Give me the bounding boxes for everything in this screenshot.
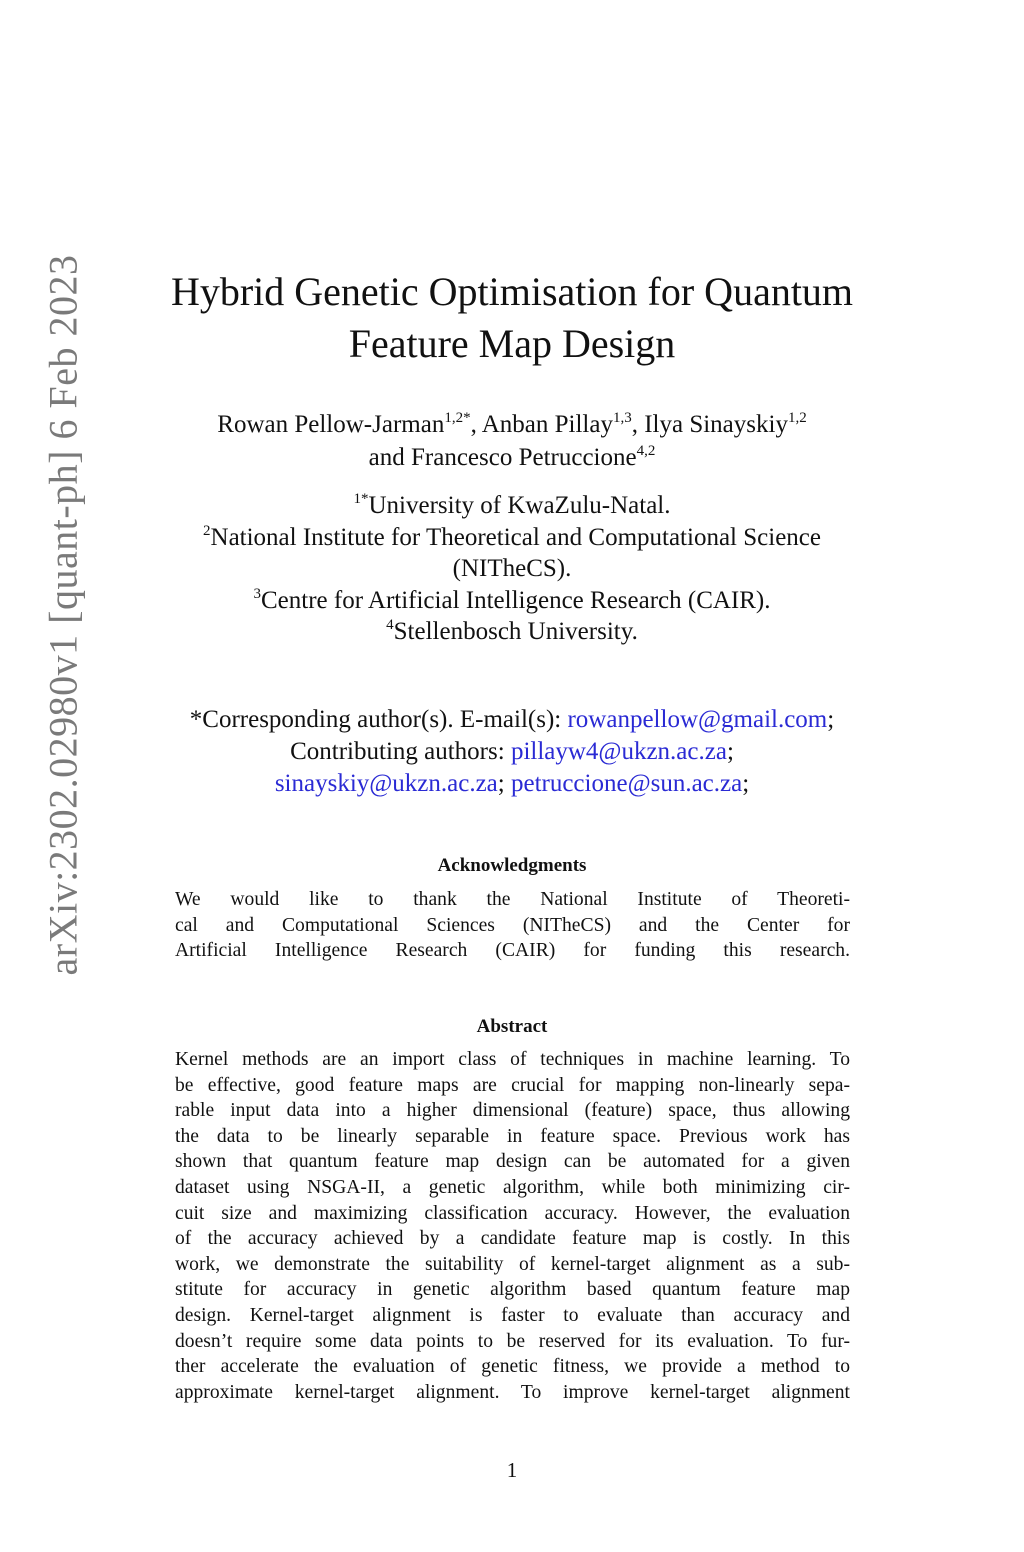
- abstract-body: [175, 1047, 850, 1405]
- text-line: rable input data into a higher dimensional (feature) space, thus allowing: [175, 1100, 850, 1122]
- title-line-2: Feature Map Design: [348, 321, 676, 366]
- corresponding-label: *Corresponding author(s). E-mail(s):: [189, 706, 568, 733]
- authors-line-2: [0, 441, 1024, 474]
- author-separator: ,: [631, 411, 645, 438]
- affiliation-text: National Institute for Theoretical and Computational Science (NITheCS).: [210, 523, 821, 582]
- text-line: the data to be linearly separable in feature space. Previous work has: [175, 1125, 850, 1147]
- affiliation-mark: 1*: [353, 491, 369, 507]
- author-affiliation-mark: 1,2*: [444, 410, 471, 426]
- affiliation-list: [0, 490, 1024, 648]
- author-affiliation-mark: 1,3: [612, 410, 632, 426]
- author-conjunction: and: [368, 444, 411, 471]
- text-line: dataset using NSGA-II, a genetic algorithm, while both minimizing cir-: [175, 1176, 850, 1198]
- text-line: of the accuracy achieved by a candidate feature map is costly. In this: [175, 1228, 850, 1250]
- text-line: Artificial Intelligence Research (CAIR) for funding this research.: [175, 940, 850, 962]
- author-name: Francesco Petruccione: [411, 444, 637, 471]
- affiliation-text: Stellenbosch University.: [393, 618, 638, 645]
- authors-line-1: [0, 408, 1024, 441]
- acknowledgments-heading: Acknowledgments: [437, 855, 587, 876]
- author-affiliation-mark: 4,2: [636, 443, 656, 459]
- contributing-line: [0, 736, 1024, 768]
- email-separator: ;: [827, 706, 835, 733]
- author-separator: ,: [470, 411, 482, 438]
- abstract-heading: Abstract: [476, 1016, 548, 1037]
- text-line: ther accelerate the evaluation of genetic fitness, we provide a method to: [175, 1356, 850, 1378]
- email-link[interactable]: sinayskiy@ukzn.ac.za: [274, 770, 498, 797]
- text-line: design. Kernel-target alignment is faster to evaluate than accuracy and: [175, 1304, 850, 1326]
- paper-title: [0, 266, 1024, 370]
- author-list: [0, 408, 1024, 474]
- text-line: doesn’t require some data points to be reserved for its evaluation. To fur-: [175, 1330, 850, 1352]
- email-separator: ;: [726, 738, 734, 765]
- acknowledgments-body: [175, 887, 850, 964]
- affiliation-mark: 2: [203, 522, 211, 539]
- author-affiliation-mark: 1,2: [787, 410, 807, 426]
- email-link[interactable]: rowanpellow@gmail.com: [567, 706, 828, 733]
- affiliation-mark: 3: [253, 585, 261, 602]
- author-name: Anban Pillay: [481, 411, 613, 438]
- contact-block: [0, 704, 1024, 800]
- text-line: approximate kernel-target alignment. To improve kernel-target alignment: [175, 1381, 850, 1403]
- affiliation-text: University of KwaZulu-Natal.: [368, 492, 671, 519]
- affiliation-text: Centre for Artificial Intelligence Research (CAIR).: [260, 586, 771, 614]
- text-line: work, we demonstrate the suitability of kernel-target alignment as a sub-: [175, 1253, 850, 1275]
- affiliation: [0, 616, 1024, 648]
- affiliation: [0, 490, 1024, 522]
- author-name: Ilya Sinayskiy: [644, 411, 788, 438]
- text-line: shown that quantum feature map design can be automated for a given: [175, 1151, 850, 1173]
- text-line: We would like to thank the National Institute of Theoreti-: [175, 889, 850, 910]
- arxiv-identifier-stamp: arXiv:2302.02980v1 [quant-ph] 6 Feb 2023: [40, 254, 86, 976]
- text-line: cal and Computational Sciences (NITheCS) and the Center for: [175, 914, 850, 936]
- text-line: cuit size and maximizing classification accuracy. However, the evaluation: [175, 1202, 850, 1224]
- text-line: Kernel methods are an import class of techniques in machine learning. To: [175, 1049, 850, 1070]
- page-number: 1: [506, 1458, 518, 1482]
- email-link[interactable]: pillayw4@ukzn.ac.za: [510, 738, 727, 765]
- corresponding-line: [0, 704, 1024, 736]
- email-separator: ;: [742, 770, 750, 797]
- text-line: be effective, good feature maps are crucial for mapping non-linearly sepa-: [175, 1074, 850, 1096]
- affiliation: [0, 585, 1024, 617]
- text-line: stitute for accuracy in genetic algorithm based quantum feature map: [175, 1279, 850, 1301]
- contributing-line-2: [0, 768, 1024, 800]
- author-name: Rowan Pellow-Jarman: [217, 411, 445, 438]
- affiliation: [0, 522, 1024, 585]
- contributing-label: Contributing authors:: [290, 738, 511, 765]
- affiliation-mark: 4: [386, 617, 394, 633]
- email-separator: ;: [497, 770, 505, 797]
- title-line-1: Hybrid Genetic Optimisation for Quantum: [170, 269, 854, 314]
- email-link[interactable]: petruccione@sun.ac.za: [510, 770, 743, 797]
